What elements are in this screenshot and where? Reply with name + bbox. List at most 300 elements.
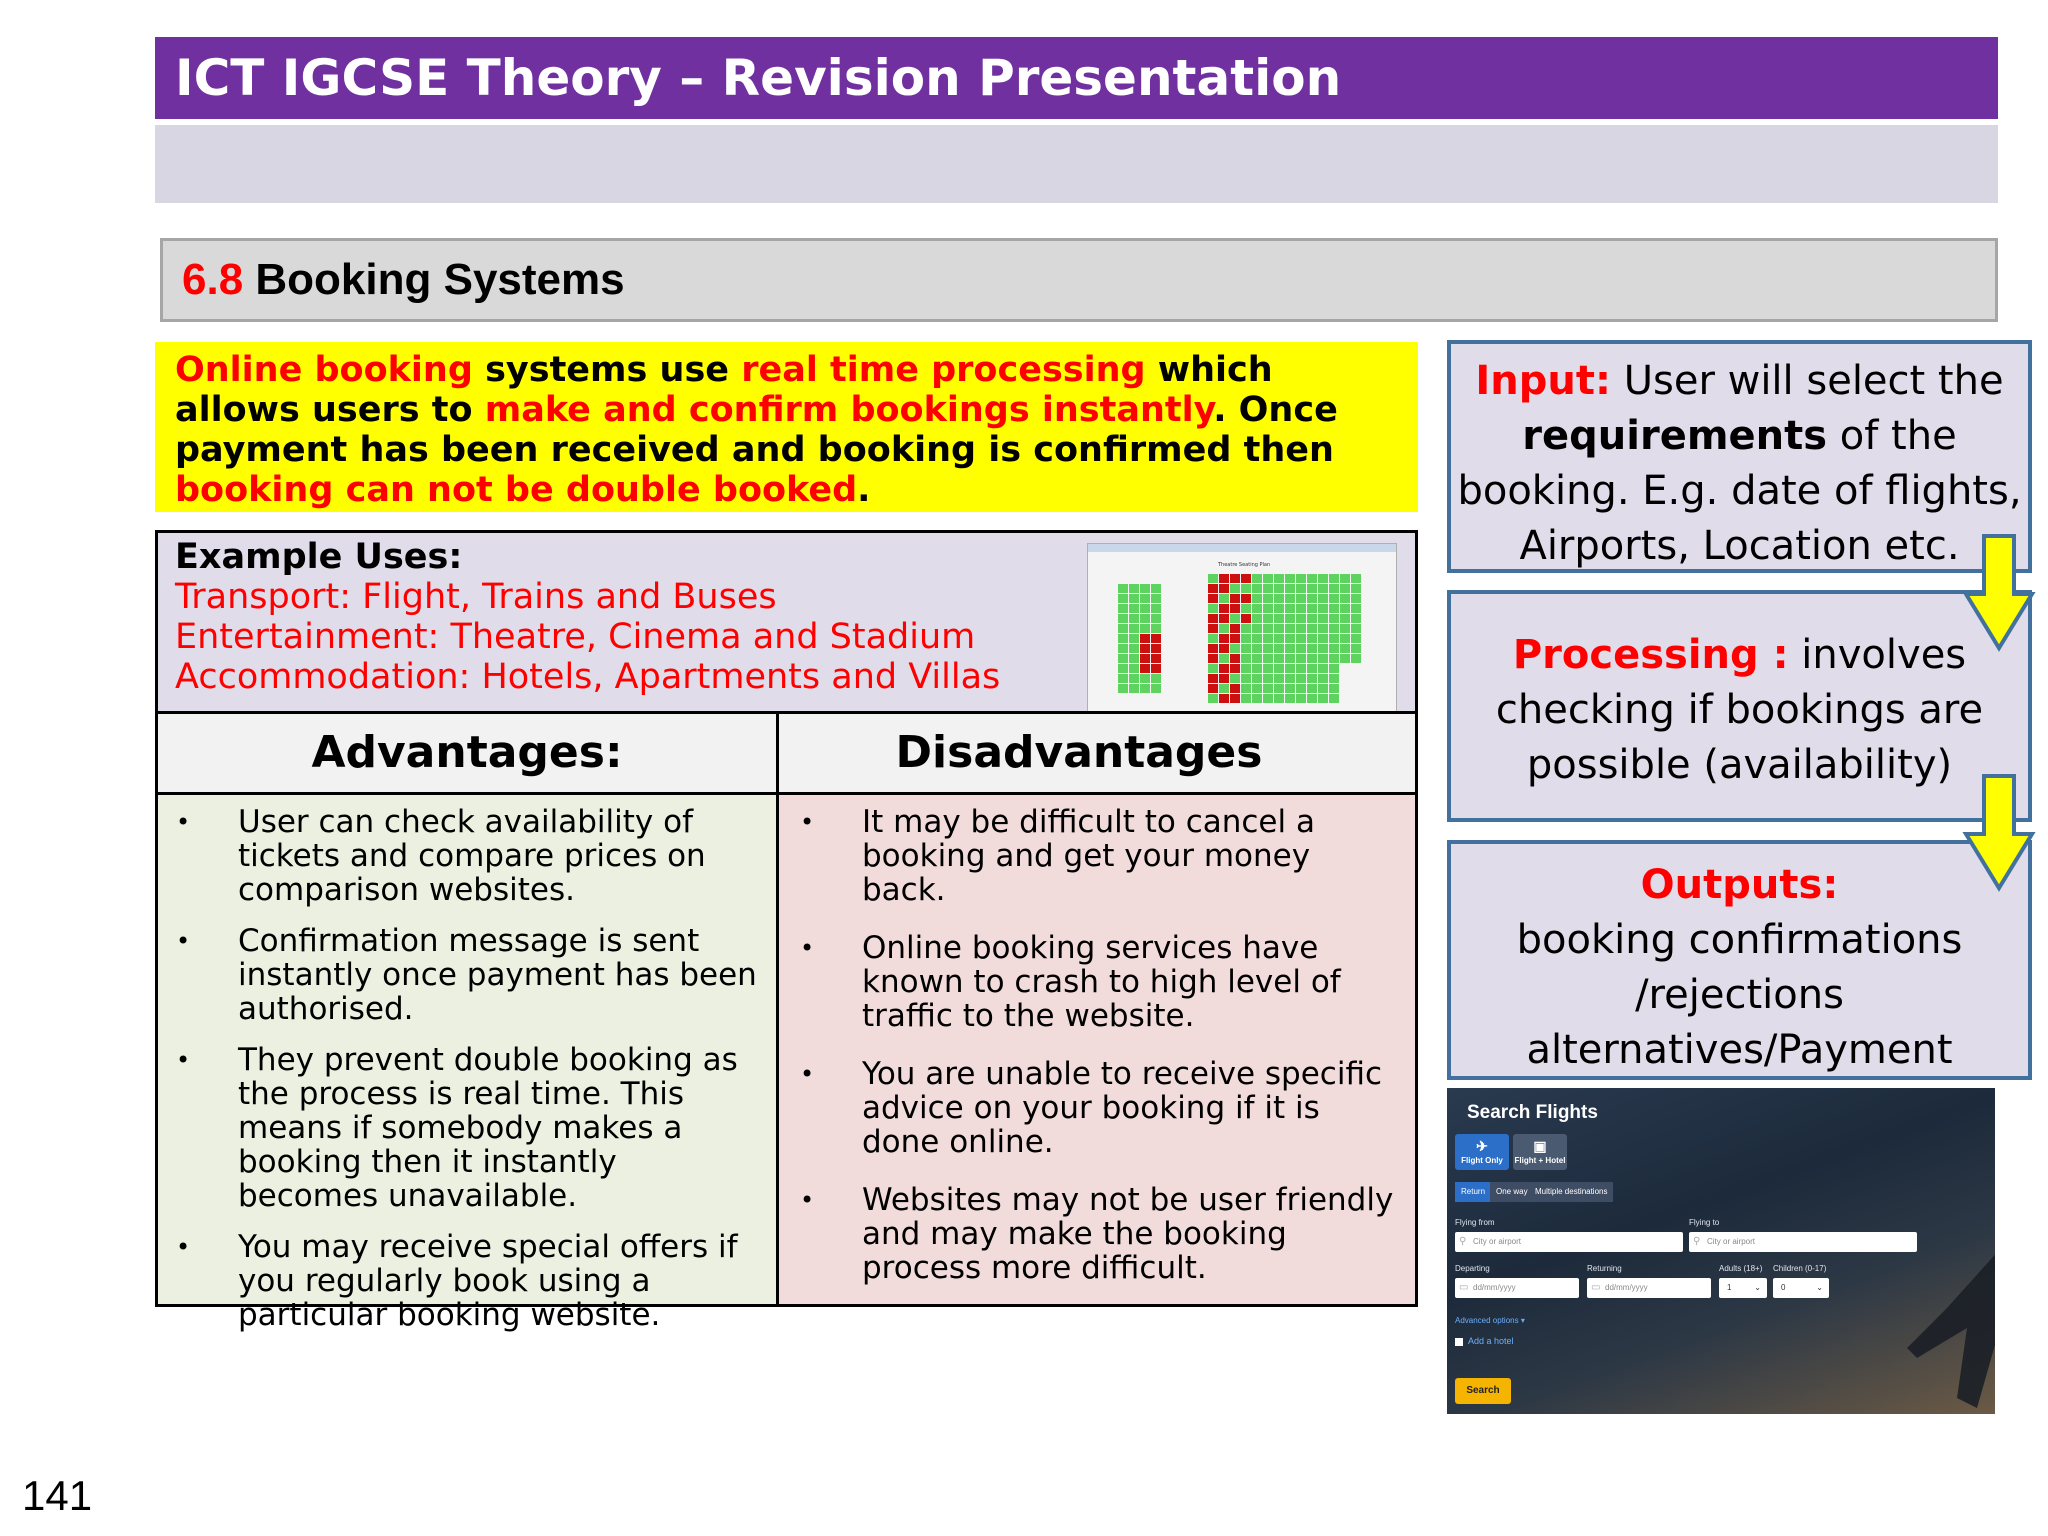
seat	[1230, 574, 1240, 583]
seat	[1151, 584, 1161, 593]
intro-text	[175, 350, 1405, 510]
seat	[1241, 584, 1251, 593]
seat	[1118, 684, 1128, 693]
seat	[1129, 584, 1139, 593]
seat	[1241, 594, 1251, 603]
seat	[1296, 614, 1306, 623]
seat	[1230, 594, 1240, 603]
seat	[1351, 644, 1361, 653]
seat	[1285, 594, 1295, 603]
seat	[1263, 574, 1273, 583]
seat	[1118, 614, 1128, 623]
intro-segment: make and confirm bookings instantly	[484, 390, 1214, 430]
seat	[1351, 594, 1361, 603]
seat	[1129, 644, 1139, 653]
seat	[1252, 584, 1262, 593]
seat	[1230, 614, 1240, 623]
seat	[1208, 644, 1218, 653]
seat	[1219, 684, 1229, 693]
seat	[1219, 664, 1229, 673]
seat	[1118, 624, 1128, 633]
seat	[1274, 674, 1284, 683]
seat	[1252, 604, 1262, 613]
seat	[1230, 664, 1240, 673]
seat	[1296, 604, 1306, 613]
seat	[1307, 674, 1317, 683]
seat	[1329, 684, 1339, 693]
seat	[1140, 674, 1150, 683]
search-flights-title: Search Flights	[1467, 1102, 1598, 1123]
input-box: Input: User will select the requirements of the booking. E.g. date of flights, Airports, Location etc.	[1447, 340, 2032, 573]
advantages-header	[155, 711, 779, 795]
seat	[1129, 674, 1139, 683]
disadvantages-column	[776, 792, 1418, 1307]
seat	[1274, 594, 1284, 603]
seat	[1151, 674, 1161, 683]
input-label: Input:	[1475, 358, 1611, 404]
seat	[1285, 624, 1295, 633]
seat	[1329, 604, 1339, 613]
seat	[1263, 684, 1273, 693]
seat	[1118, 674, 1128, 683]
advantage-item: • User can check availability of tickets and compare prices on comparison websites.	[176, 804, 706, 908]
seat	[1285, 664, 1295, 673]
seat	[1252, 624, 1262, 633]
seat	[1263, 624, 1273, 633]
disadvantages-header	[776, 711, 1418, 795]
seat	[1129, 594, 1139, 603]
seat	[1219, 574, 1229, 583]
flying-to-input[interactable]: ⚲ City or airport	[1689, 1232, 1917, 1252]
seat	[1252, 684, 1262, 693]
seat	[1151, 594, 1161, 603]
seat	[1351, 604, 1361, 613]
seat	[1241, 674, 1251, 683]
seat	[1241, 644, 1251, 653]
use-entertainment: Entertainment: Theatre, Cinema and Stadium	[175, 617, 976, 657]
seat	[1351, 624, 1361, 633]
add-hotel-checkbox[interactable]: Add a hotel	[1455, 1336, 1514, 1346]
seat	[1296, 624, 1306, 633]
seat	[1296, 684, 1306, 693]
seat	[1318, 644, 1328, 653]
seat	[1296, 674, 1306, 683]
seat	[1208, 624, 1218, 633]
seat	[1241, 624, 1251, 633]
seat	[1340, 644, 1350, 653]
seat	[1140, 614, 1150, 623]
seat	[1318, 684, 1328, 693]
seat	[1241, 664, 1251, 673]
seat	[1208, 584, 1218, 593]
seat	[1252, 654, 1262, 663]
seat	[1340, 614, 1350, 623]
seat	[1230, 634, 1240, 643]
seat	[1252, 664, 1262, 673]
seat	[1241, 604, 1251, 613]
seat	[1274, 624, 1284, 633]
intro-segment: booking can not be double booked	[175, 470, 858, 510]
page-number: 141	[22, 1472, 93, 1519]
children-label: Children (0-17)	[1773, 1264, 1827, 1273]
chevron-down-icon: ⌄	[1754, 1283, 1761, 1292]
seat	[1318, 654, 1328, 663]
adults-select[interactable]: 1 ⌄	[1719, 1278, 1767, 1298]
advantage-item: • Confirmation message is sent instantly once payment has been authorised.	[176, 923, 757, 1027]
seat	[1296, 584, 1306, 593]
intro-segment: .	[857, 470, 871, 510]
seat	[1285, 574, 1295, 583]
seat	[1307, 684, 1317, 693]
example-uses	[175, 537, 1095, 697]
seat	[1241, 574, 1251, 583]
chevron-down-icon: ⌄	[1816, 1283, 1823, 1292]
seat	[1263, 674, 1273, 683]
seat	[1351, 614, 1361, 623]
seat	[1296, 644, 1306, 653]
processing-box: Processing : involves checking if bookings are possible (availability)	[1447, 590, 2032, 822]
seat	[1151, 614, 1161, 623]
intro-segment: systems use	[472, 350, 742, 390]
seat	[1351, 584, 1361, 593]
use-transport: Transport: Flight, Trains and Buses	[175, 577, 777, 617]
seat	[1151, 644, 1161, 653]
seat	[1285, 614, 1295, 623]
seat	[1296, 664, 1306, 673]
disadvantages-heading: Disadvantages	[895, 727, 1263, 778]
seat	[1140, 644, 1150, 653]
seat	[1208, 684, 1218, 693]
seating-plan-title: Theatre Seating Plan	[1218, 562, 1271, 568]
seat	[1263, 664, 1273, 673]
seat	[1274, 604, 1284, 613]
seat	[1307, 634, 1317, 643]
seat	[1219, 694, 1229, 703]
seat	[1252, 644, 1262, 653]
flying-from-input[interactable]: ⚲ City or airport	[1455, 1232, 1683, 1252]
seat	[1241, 694, 1251, 703]
search-flights-screenshot	[1447, 1088, 1995, 1414]
seat	[1219, 624, 1229, 633]
seat	[1318, 664, 1328, 673]
intro-segment: Online booking	[175, 350, 473, 390]
seat	[1151, 664, 1161, 673]
seat	[1318, 574, 1328, 583]
seat	[1230, 694, 1240, 703]
seat	[1340, 594, 1350, 603]
seat	[1263, 594, 1273, 603]
seat	[1219, 634, 1229, 643]
seat	[1118, 634, 1128, 643]
seat	[1285, 644, 1295, 653]
seat	[1296, 654, 1306, 663]
seat	[1219, 614, 1229, 623]
seating-plan-image	[1087, 543, 1397, 723]
departing-label: Departing	[1455, 1264, 1490, 1273]
seat	[1118, 654, 1128, 663]
seat	[1219, 674, 1229, 683]
seat	[1329, 574, 1339, 583]
tab-flight-only[interactable]: ✈ Flight Only	[1455, 1134, 1509, 1170]
advantages-heading: Advantages:	[311, 727, 623, 778]
seat	[1252, 694, 1262, 703]
trip-return[interactable]: Return	[1455, 1182, 1491, 1202]
seat	[1219, 644, 1229, 653]
seat	[1318, 594, 1328, 603]
seat	[1208, 574, 1218, 583]
intro-segment: which allows users to	[175, 350, 1273, 430]
returning-label: Returning	[1587, 1264, 1622, 1273]
seat	[1140, 604, 1150, 613]
seat	[1329, 584, 1339, 593]
seat	[1274, 574, 1284, 583]
seat	[1340, 634, 1350, 643]
seat	[1208, 634, 1218, 643]
seat	[1252, 614, 1262, 623]
seat	[1318, 584, 1328, 593]
airplane-image	[1887, 1198, 1995, 1414]
outputs-box	[1447, 840, 2032, 1080]
seat	[1208, 664, 1218, 673]
seat	[1318, 624, 1328, 633]
seat	[1208, 614, 1218, 623]
seat	[1318, 634, 1328, 643]
seat	[1307, 644, 1317, 653]
seat	[1230, 684, 1240, 693]
seat	[1252, 674, 1262, 683]
seat	[1340, 624, 1350, 633]
seat	[1140, 684, 1150, 693]
seat	[1307, 614, 1317, 623]
seat	[1118, 604, 1128, 613]
seat	[1307, 624, 1317, 633]
seat	[1118, 584, 1128, 593]
seat	[1263, 694, 1273, 703]
advantage-item: • They prevent double booking as the process is real time. This means if somebody makes a booking then it instantly becomes unavailable.	[176, 1042, 738, 1214]
seating-plan-graphic	[1088, 544, 1396, 722]
hotel-icon: ▣	[1533, 1138, 1547, 1154]
seat	[1274, 654, 1284, 663]
seat	[1329, 664, 1339, 673]
seat	[1307, 694, 1317, 703]
seat	[1340, 584, 1350, 593]
seat	[1329, 634, 1339, 643]
location-pin-icon: ⚲	[1693, 1236, 1701, 1247]
seat	[1230, 624, 1240, 633]
seat	[1140, 654, 1150, 663]
calendar-icon: ▭	[1591, 1282, 1601, 1293]
seat	[1274, 614, 1284, 623]
page-title: ICT IGCSE Theory – Revision Presentation	[175, 49, 1342, 107]
search-button[interactable]: Search	[1455, 1378, 1511, 1404]
seat	[1318, 604, 1328, 613]
seat	[1263, 654, 1273, 663]
trip-one-way[interactable]: One way	[1490, 1182, 1534, 1202]
down-arrow-icon	[1962, 532, 2036, 652]
seat	[1241, 614, 1251, 623]
seat	[1241, 634, 1251, 643]
seat	[1274, 684, 1284, 693]
advantages-column	[155, 792, 779, 1333]
seat	[1208, 604, 1218, 613]
seat	[1340, 574, 1350, 583]
seat	[1307, 604, 1317, 613]
seat	[1252, 574, 1262, 583]
seat	[1318, 674, 1328, 683]
seat	[1285, 604, 1295, 613]
children-select[interactable]: 0 ⌄	[1773, 1278, 1829, 1298]
intro-segment: real time processing	[741, 350, 1146, 390]
seat	[1151, 654, 1161, 663]
disadvantage-item: • It may be difficult to cancel a booking and get your money back.	[800, 804, 1315, 908]
seat	[1296, 594, 1306, 603]
seat	[1263, 604, 1273, 613]
arrow-shape	[1966, 536, 2032, 648]
seat	[1307, 654, 1317, 663]
seat	[1230, 604, 1240, 613]
adults-label: Adults (18+)	[1719, 1264, 1763, 1273]
seat	[1329, 694, 1339, 703]
advantages-list	[176, 804, 758, 1349]
seat	[1307, 664, 1317, 673]
section-heading	[182, 240, 625, 320]
seat	[1263, 614, 1273, 623]
seat	[1129, 614, 1139, 623]
header-subbar	[155, 125, 1998, 203]
seat	[1219, 654, 1229, 663]
seat	[1285, 674, 1295, 683]
seat	[1230, 674, 1240, 683]
seat	[1118, 644, 1128, 653]
seat	[1208, 694, 1218, 703]
advanced-options-link[interactable]: Advanced options ▾	[1455, 1316, 1525, 1325]
advantage-item: • You may receive special offers if you regularly book using a particular booking website.	[176, 1229, 738, 1333]
seat	[1329, 674, 1339, 683]
disadvantages-list	[800, 804, 1402, 1302]
seat	[1285, 694, 1295, 703]
section-title: Booking Systems	[255, 255, 625, 304]
intro-segment: . Once payment has been received and booking is confirmed then	[175, 390, 1338, 470]
seat	[1263, 584, 1273, 593]
seat	[1140, 624, 1150, 633]
seat	[1252, 634, 1262, 643]
seat	[1140, 584, 1150, 593]
processing-label: Processing :	[1512, 632, 1789, 678]
returning-date-input[interactable]: ▭ dd/mm/yyyy	[1587, 1278, 1711, 1298]
outputs-text: booking confirmations /rejections alternatives/Payment	[1516, 917, 1963, 1073]
seat	[1263, 644, 1273, 653]
seat	[1274, 694, 1284, 703]
seat	[1140, 634, 1150, 643]
seat	[1274, 644, 1284, 653]
seat	[1118, 664, 1128, 673]
seat	[1129, 604, 1139, 613]
seat	[1307, 574, 1317, 583]
outputs-label: Outputs:	[1640, 862, 1839, 908]
checkbox[interactable]	[1455, 1338, 1463, 1346]
seat	[1351, 654, 1361, 663]
disadvantage-item: • You are unable to receive specific advice on your booking if it is done online.	[800, 1056, 1383, 1160]
seat	[1329, 614, 1339, 623]
seat	[1140, 664, 1150, 673]
seat	[1329, 644, 1339, 653]
seat	[1274, 634, 1284, 643]
seat	[1129, 664, 1139, 673]
seat	[1318, 614, 1328, 623]
tab-flight-hotel[interactable]: ▣ Flight + Hotel	[1513, 1134, 1567, 1170]
disadvantage-item: • Online booking services have known to crash to high level of traffic to the website.	[800, 930, 1341, 1034]
seat	[1241, 654, 1251, 663]
seat	[1329, 594, 1339, 603]
seat	[1219, 594, 1229, 603]
use-accommodation: Accommodation: Hotels, Apartments and Villas	[175, 657, 1001, 697]
seat	[1340, 654, 1350, 663]
seat	[1318, 694, 1328, 703]
seat	[1230, 654, 1240, 663]
seat	[1118, 594, 1128, 603]
seat	[1340, 604, 1350, 613]
seat	[1219, 604, 1229, 613]
trip-multiple[interactable]: Multiple destinations	[1529, 1182, 1613, 1202]
departing-date-input[interactable]: ▭ dd/mm/yyyy	[1455, 1278, 1579, 1298]
seat	[1151, 624, 1161, 633]
seat	[1129, 654, 1139, 663]
seat	[1241, 684, 1251, 693]
flying-from-label: Flying from	[1455, 1218, 1495, 1227]
disadvantage-item: • Websites may not be user friendly and may make the booking process more difficult.	[800, 1182, 1394, 1286]
seat	[1274, 664, 1284, 673]
requirements-text: requirements	[1522, 413, 1828, 459]
seat	[1307, 584, 1317, 593]
location-pin-icon: ⚲	[1459, 1236, 1467, 1247]
seat	[1208, 594, 1218, 603]
seat	[1140, 594, 1150, 603]
flying-to-label: Flying to	[1689, 1218, 1720, 1227]
example-uses-heading: Example Uses:	[175, 537, 463, 577]
plane-icon: ✈	[1476, 1138, 1488, 1154]
seat	[1151, 604, 1161, 613]
seat	[1129, 634, 1139, 643]
seat	[1307, 594, 1317, 603]
seat	[1208, 674, 1218, 683]
seat	[1329, 654, 1339, 663]
seat	[1296, 694, 1306, 703]
seat	[1274, 584, 1284, 593]
seat	[1285, 684, 1295, 693]
seat	[1208, 654, 1218, 663]
seat	[1329, 624, 1339, 633]
seat	[1151, 684, 1161, 693]
arrow-shape	[1966, 776, 2032, 888]
seat	[1296, 574, 1306, 583]
seat	[1263, 634, 1273, 643]
seat	[1129, 684, 1139, 693]
section-number: 6.8	[182, 255, 244, 304]
seat	[1351, 574, 1361, 583]
seat	[1285, 634, 1295, 643]
seat	[1351, 634, 1361, 643]
seat	[1230, 644, 1240, 653]
seat	[1285, 654, 1295, 663]
seat	[1252, 594, 1262, 603]
seat	[1129, 624, 1139, 633]
down-arrow-icon	[1962, 772, 2036, 892]
seat	[1230, 584, 1240, 593]
seat	[1285, 584, 1295, 593]
seat	[1219, 584, 1229, 593]
seat	[1151, 634, 1161, 643]
calendar-icon: ▭	[1459, 1282, 1469, 1293]
